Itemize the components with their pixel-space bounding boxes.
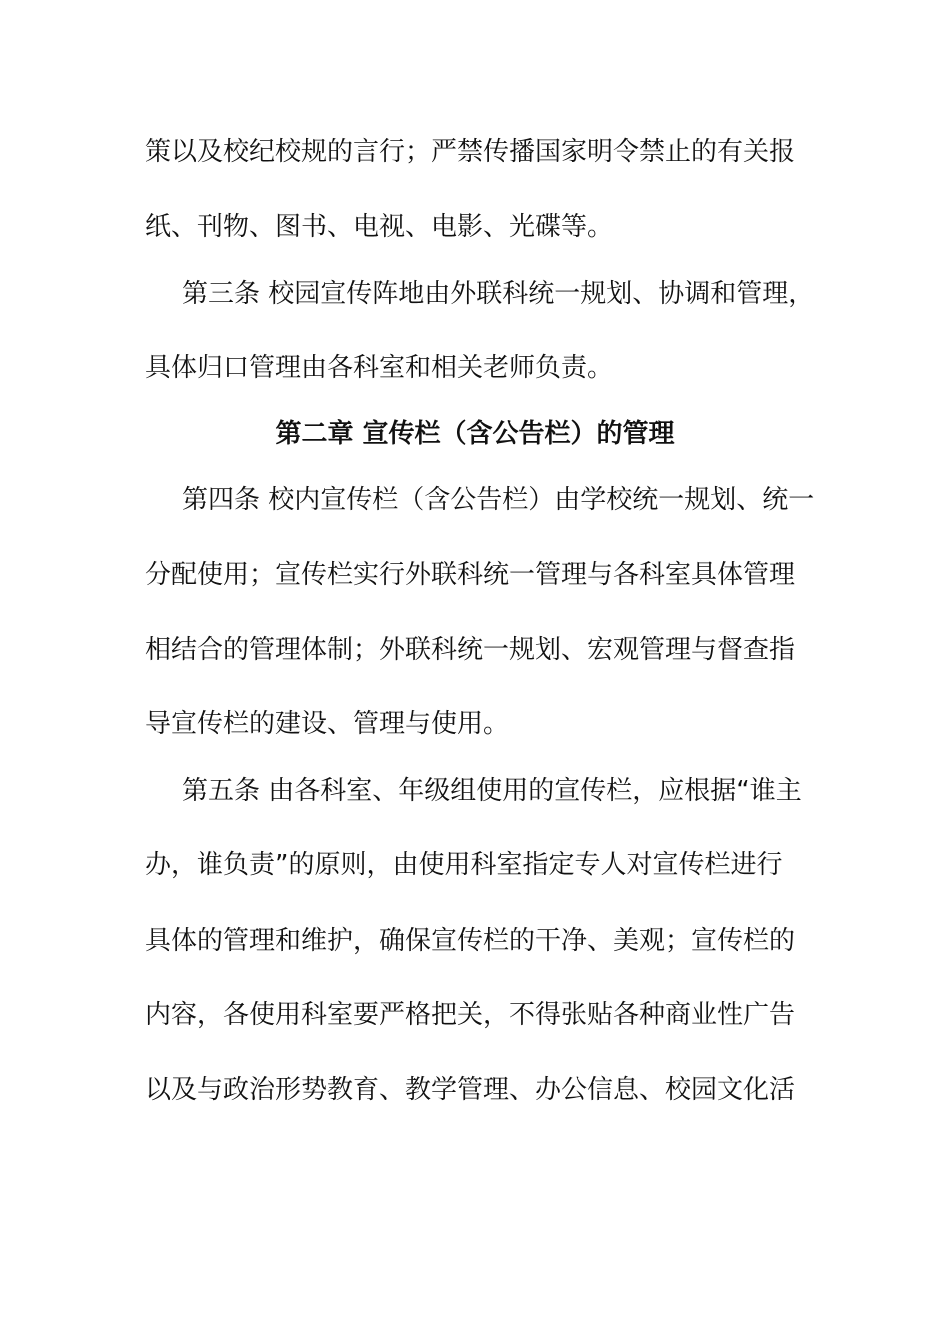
text-line: 内容，各使用科室要严格把关，不得张贴各种商业性广告 xyxy=(145,1000,796,1030)
text-line: 相结合的管理体制；外联科统一规划、宏观管理与督查指 xyxy=(145,635,796,665)
text-line: 具体的管理和维护，确保宣传栏的干净、美观；宣传栏的 xyxy=(145,926,796,956)
text-line: 具体归口管理由各科室和相关老师负责。 xyxy=(145,353,614,383)
article-3-paragraph: 第三条 校园宣传阵地由外联科统一规划、协调和管理， xyxy=(182,279,815,309)
chapter-heading: 第二章 宣传栏（含公告栏）的管理 xyxy=(275,419,675,449)
text-line: 导宣传栏的建设、管理与使用。 xyxy=(145,709,510,739)
text-line: 以及与政治形势教育、教学管理、办公信息、校园文化活 xyxy=(145,1075,796,1105)
text-line: 策以及校纪校规的言行；严禁传播国家明令禁止的有关报 xyxy=(145,137,796,167)
article-4-paragraph: 第四条 校内宣传栏（含公告栏）由学校统一规划、统一 xyxy=(182,485,815,515)
text-line: 办，谁负责”的原则，由使用科室指定专人对宣传栏进行 xyxy=(145,850,783,880)
text-line: 分配使用；宣传栏实行外联科统一管理与各科室具体管理 xyxy=(145,560,796,590)
article-5-paragraph: 第五条 由各科室、年级组使用的宣传栏，应根据“谁主 xyxy=(182,776,802,806)
text-line: 纸、刊物、图书、电视、电影、光碟等。 xyxy=(145,212,614,242)
